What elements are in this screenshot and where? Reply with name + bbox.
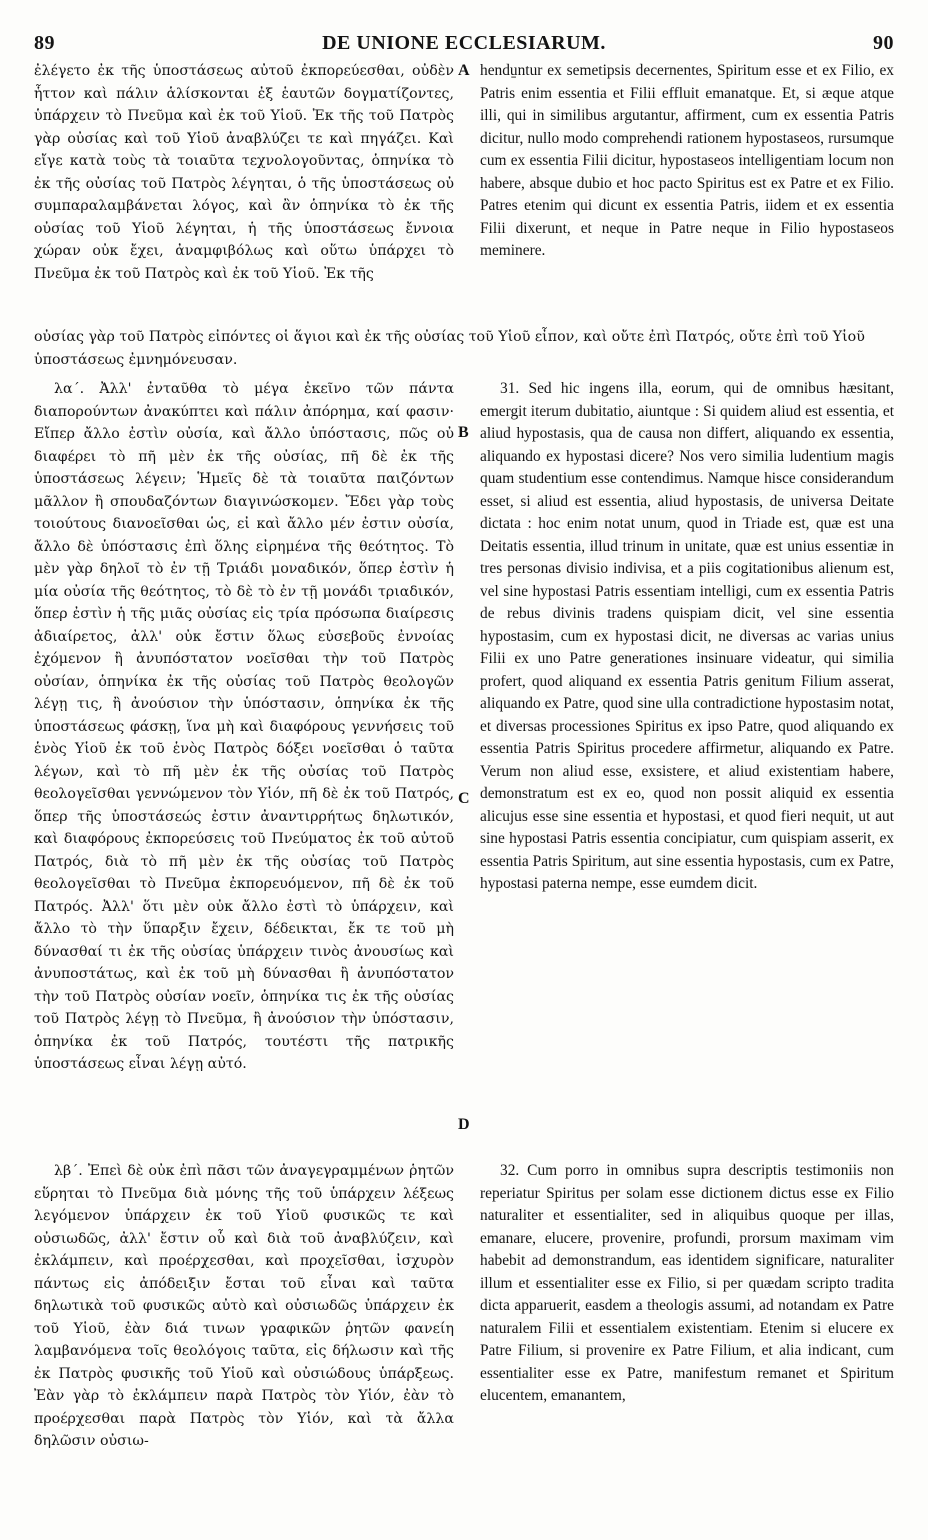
running-header [34, 32, 894, 58]
margin-marker-c: C [458, 790, 470, 807]
latin-paragraph-1: hendu̱ntur ex semetipsis decernentes, Spiritum esse et ex Filio, ex Patris enim essentia et Filii effluit emanatque. Et, si æque atque illi, qui in similibus argutantur, affirment, cum ex essentia Patris dicitur, nullo modo comprehendi rationem hypostaseos, rursumque cum ex essentia Filii dicitur, hypostaseos intelligentiam locum non habere, absque dubio et hoc pacto Spiritus est ex Patre et ex Filio. Patres etenim qui dicunt ex essentia Patris, iidem et ex essentia Filii dixerunt, et neque in Patre neque in Filio hypostaseos meminere. [480, 62, 894, 259]
page-number-left: 89 [34, 32, 55, 54]
full-width-line: οὐσίας γὰρ τοῦ Πατρὸς εἰπόντες οἱ ἅγιοι καὶ ἐκ τῆς οὐσίας τοῦ Υἱοῦ εἶπον, καὶ οὔτε ἐπὶ Πατρός, οὔτε ἐπὶ τοῦ Υἱοῦ ὑποστάσεως ἐμνημόνευσαν. [34, 329, 865, 368]
margin-marker-d: D [458, 1116, 470, 1133]
greek-column-section-1 [34, 60, 454, 285]
margin-marker-a: A [458, 62, 470, 79]
margin-marker-b: B [458, 424, 469, 441]
page-number-right: 90 [873, 32, 894, 54]
latin-column-section-3 [480, 1160, 894, 1408]
running-title: DE UNIONE ECCLESIARUM. [322, 32, 606, 54]
greek-paragraph-32: λβ΄. Ἐπεὶ δὲ οὐκ ἐπὶ πᾶσι τῶν ἀναγεγραμμένων ῥητῶν εὕρηται τὸ Πνεῦμα διὰ μόνης τῆς τοῦ ὑπάρχειν λέξεως λεγόμενον ὑπάρχειν ἐκ τοῦ Υἱοῦ φυσικῶς τε καὶ οὐσιωδῶς, ἀλλ' ἔστιν οὗ καὶ διὰ τοῦ ἀναβλύζειν, καὶ ἐκλάμπειν, καὶ προέρχεσθαι, καὶ προχεῖσθαι, ἰσχυρὸν πάντως εἰς ἀπόδειξιν ἔσται τοῦ εἶναι καὶ ταῦτα δηλωτικὰ τοῦ φυσικῶς αὐτὸ καὶ οὐσιωδῶς ὑπάρχειν ἐκ τοῦ Υἱοῦ, ἐὰν διά τινων γραφικῶν ῥητῶν φανείη λαμβανόμενα τοῖς θεολόγοις ταῦτα, εἰς δήλωσιν καὶ τῆς ἐκ Πατρὸς φυσικῆς τοῦ Υἱοῦ καὶ οὐσιώδους ὑπάρξεως. Ἐὰν γὰρ τὸ ἐκλάμπειν παρὰ Πατρὸς τὸν Υἱόν, ἐὰν τὸ προέρχεσθαι παρὰ Πατρὸς τὸν Υἱόν, καὶ τὰ ἄλλα δηλῶσιν οὐσιω- [34, 1163, 454, 1449]
latin-paragraph-32: 32. Cum porro in omnibus supra descriptis testimoniis non reperiatur Spiritus per solam esse dictionem dictus esse ex Filio naturaliter et essentialiter, sed in aliquibus quoque per illas, emanare, elucere, provenire, profundi, prorsum maximam vim habebit ad demonstrandum, eas identidem significare, naturaliter illum et essentialiter esse ex Filio, si per quædam scripto tradita dicta apparuerit, easdem a theologis assumi, ad notandam ex Patre naturalem Filii et essentialem existentiam. Etenim si elucere ex Patre Filium, si provenire ex Patre Filium, et alia indicant, cum essentialiter esse ex Patre, manifestum remanet et Spiritum elucentem, emanantem, [480, 1162, 894, 1404]
latin-column-section-2 [480, 378, 894, 896]
greek-column-section-3 [34, 1160, 454, 1453]
latin-column-section-1 [480, 60, 894, 263]
greek-column-section-2 [34, 378, 454, 1076]
greek-paragraph-31: λα΄. Ἀλλ' ἐνταῦθα τὸ μέγα ἐκεῖνο τῶν πάντα διαπορούντων ἀνακύπτει καὶ πάλιν ἀπόρημα, καί φασιν· Εἴπερ ἄλλο ἐστὶν οὐσία, καὶ ἄλλο ὑπόστασις, πῶς οὐ διαφέρει τὸ πῆ μὲν ἐκ τῆς οὐσίας, πῆ δὲ ἐκ τῆς ὑποστάσεως λέγειν; Ἡμεῖς δὲ τὰ τοιαῦτα παιζόντων μᾶλλον ἢ σπουδαζόντων διαγινώσκομεν. Ἔδει γὰρ τοὺς τοιούτους διανοεῖσθαι ὡς, εἰ καὶ ἄλλο μέν ἐστιν οὐσία, ἄλλο δὲ ὑπόστασις ἐπὶ ὅλης εἰρημένα τῆς θεότητος. Τὸ μὲν γὰρ δηλοῖ τὸ ἐν τῇ Τριάδι μοναδικόν, ὅπερ ἐστὶν ἡ μία οὐσία τῆς θεότητος, τὸ δὲ τὸ ἐν τῇ μονάδι τριαδικόν, ὅπερ ἐστὶν ἡ τῆς μιᾶς οὐσίας εἰς τρία πρόσωπα διαίρεσις ἀδιαίρετος, ἀλλ' οὐκ ἔστιν ὅλως εὐσεβοῦς ἐννοίας ἐχόμενον ἢ ἀνυπόστατον νοεῖσθαι τὴν τοῦ Πατρὸς οὐσίαν, ὁπηνίκα ἐκ τῆς οὐσίας τοῦ Πατρὸς θεολογῶν λέγῃ τις, ἢ ἀνούσιον τὴν ὑπόστασιν, ὁπηνίκα ἐκ τῆς ὑποστάσεως φάσκῃ, ἵνα μὴ καὶ διαφόρους γεννήσεις τοῦ ἑνὸς Υἱοῦ ἐκ τοῦ ἑνὸς Πατρὸς δόξει νοεῖσθαι ὁ ταῦτα λέγων, καὶ τὸ πῆ μὲν ἐκ τῆς οὐσίας τοῦ Πατρὸς θεολογεῖσθαι γεννώμενον τὸν Υἱόν, πῆ δὲ ἐκ τοῦ Πατρός, ὅπερ τῆς ὑποστάσεώς ἐστιν ἀναντιρρήτως δηλωτικόν, καὶ διαφόρους ἐκπορεύσεις τοῦ Πνεύματος ἐκ τοῦ αὐτοῦ Πατρός, διὰ τὸ πῆ μὲν ἐκ τῆς οὐσίας τοῦ Πατρὸς θεολογεῖσθαι τὸ Πνεῦμα ἐκπορευόμενον, πῆ δὲ ἐκ τοῦ Πατρός. Ἀλλ' ὅτι μὲν οὐκ ἄλλο ἐστὶ τὸ ὑπάρχειν, καὶ ἄλλο τὸ τὴν ὕπαρξιν ἔχειν, δέδεικται, ἔκ τε τοῦ μὴ δύνασθαί τι ἐκ τῆς οὐσίας ὑπάρχειν τινὸς ἀνουσίως καὶ ἀνυποστάτως, καὶ ἐκ τοῦ μὴ δύνασθαι ἢ ἀνυπόστατον τὴν τοῦ Πατρὸς οὐσίαν νοεῖν, ὁπηνίκα τις ἐκ τῆς οὐσίας τοῦ Πατρὸς λέγῃ τὸ Πνεῦμα, ἢ ἀνούσιον τὴν ὑπόστασιν, ὁπηνίκα ἐκ τοῦ Πατρός, τουτέστι τῆς πατρικῆς ὑποστάσεως εἶναι λέγῃ αὐτό. [34, 381, 454, 1072]
latin-paragraph-31: 31. Sed hic ingens illa, eorum, qui de omnibus hæsitant, emergit iterum dubitatio, aiuntque : Si quidem aliud est essentia, et aliud hypostasis, qua de causa non differt, aliquando ex essentia, aliquando ex hypostasi dicere? Nos vero similia ludentium magis quam studentium esse contendimus. Namque hisce considerandum esset, si aliud est essentia, aliud hypostasis, de universa Deitate dictata : hoc enim notat unum, quod in Triade est, quæ est una Deitatis essentia, illud trinum in unitate, quæ est unius essentiæ in tres personas divisio indivisa, et a piis cogitationibus alienum est, vel sine hypostasi Patris essentiam intelligi, cum ex essentia Patris de rebus divinis tradens quispiam dicit, vel sine essentia hypostasim, cum ex hypostasi dicit, ne diversas ac varias unius Filii ex uno Patre generationes insinuare videatur, qui similia profert, quod aliquand ex essentia Patris genitum Filium asserat, aliquando ex Patre, quod sine ulla contradictione hypostasim notat, et diversas processiones Spiritus ex ipso Patre, quod aliquando ex essentia Patris Spiritus procedere affirmetur, aliquando ex Patre. Verum non aliud esse, exsistere, et aliud existentiam habere, demonstratum est ex eo, quod non possit aliquid ex essentia alicujus esse sine essentia et hypostasi, et quod fieri nequit, ut aut sine hypostasi Patris essentia concipiatur, cum quispiam asserit, ex essentia Patris Spiritum, aut sine essentia hypostasis, cum ex Patre, hypostasi paterna nempe, esse eumdem dicit. [480, 380, 894, 892]
greek-paragraph-1: ἐλέγετο ἐκ τῆς ὑποστάσεως αὐτοῦ ἐκπορεύεσθαι, οὐδὲν ἧττον καὶ πάλιν ἁλίσκονται ἐξ ἑαυτῶν δογματίζοντες, ὑπάρχειν τὸ Πνεῦμα καὶ ἐκ τοῦ Υἱοῦ. Ἐκ τῆς τοῦ Πατρὸς γὰρ οὐσίας καὶ τοῦ Υἱοῦ ἀναβλύζει τε καὶ πηγάζει. Καὶ εἴγε κατὰ τοὺς τὰ τοιαῦτα τεχνολογοῦντας, ὁπηνίκα τὸ ἐκ τῆς οὐσίας τοῦ Πατρὸς λέγηται, ὁ τῆς ὑποστάσεως οὐ συμπαραλαμβάνεται λόγος, καὶ ἂν ὁπηνίκα τὸ ἐκ τῆς οὐσίας τοῦ Υἱοῦ λέγηται, ἡ τῆς ὑποστάσεως ἔννοια χώραν οὐκ ἔχει, ἀναμφιβόλως καὶ οὕτω ὑπάρχει τὸ Πνεῦμα ἐκ τοῦ Πατρὸς καὶ ἐκ τοῦ Υἱοῦ. Ἐκ τῆς [34, 63, 454, 282]
